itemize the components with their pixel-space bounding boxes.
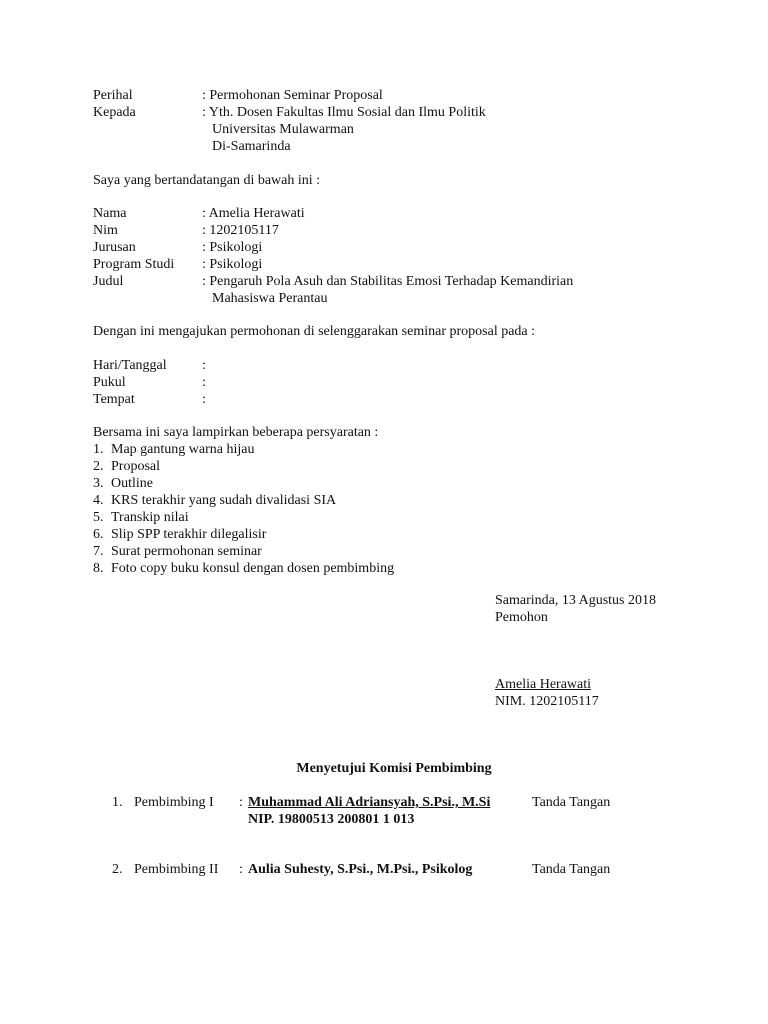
signature-nim: NIM. 1202105117	[495, 694, 599, 709]
signature-name: Amelia Herawati	[495, 677, 592, 692]
pukul-value: :	[202, 375, 206, 390]
hari-tanggal-label: Hari/Tanggal	[93, 358, 167, 373]
hari-tanggal-value: :	[202, 358, 206, 373]
jurusan-label: Jurusan	[93, 240, 136, 255]
nim-label: Nim	[93, 223, 118, 238]
tempat-value: :	[202, 392, 206, 407]
requirement-item: Foto copy buku konsul dengan dosen pembimbing	[111, 561, 395, 576]
requirement-item: Surat permohonan seminar	[111, 544, 262, 559]
approval-title: Menyetujui Komisi Pembimbing	[296, 761, 492, 776]
requirement-number: 1.	[93, 442, 104, 457]
nim-value: : 1202105117	[202, 223, 279, 238]
pembimbing-1-name: Muhammad Ali Adriansyah, S.Psi., M.Si	[248, 795, 491, 810]
nama-label: Nama	[93, 206, 127, 221]
requirement-item: Slip SPP terakhir dilegalisir	[111, 527, 267, 542]
requirement-item: Outline	[111, 476, 153, 491]
intro-text: Saya yang bertandatangan di bawah ini :	[93, 173, 321, 188]
pukul-label: Pukul	[93, 375, 126, 390]
pembimbing-1-nip: NIP. 19800513 200801 1 013	[248, 812, 415, 827]
tempat-label: Tempat	[93, 392, 135, 407]
pembimbing-2-number: 2.	[112, 862, 123, 877]
pembimbing-2-label: Pembimbing II	[134, 862, 219, 877]
kepada-line-1: : Yth. Dosen Fakultas Ilmu Sosial dan Ilmu Politik	[202, 105, 486, 120]
requirement-number: 5.	[93, 510, 104, 525]
pembimbing-1-signature: Tanda Tangan	[532, 795, 611, 810]
requirement-number: 4.	[93, 493, 104, 508]
kepada-line-3: Di-Samarinda	[212, 139, 291, 154]
requirement-number: 8.	[93, 561, 104, 576]
requirement-item: Transkip nilai	[111, 510, 189, 525]
request-text: Dengan ini mengajukan permohonan di selenggarakan seminar proposal pada :	[93, 324, 536, 339]
perihal-label: Perihal	[93, 88, 133, 103]
signature-place-date: Samarinda, 13 Agustus 2018	[495, 593, 656, 608]
jurusan-value: : Psikologi	[202, 240, 263, 255]
kepada-label: Kepada	[93, 105, 136, 120]
program-studi-label: Program Studi	[93, 257, 175, 272]
pembimbing-2-signature: Tanda Tangan	[532, 862, 611, 877]
judul-line-1: : Pengaruh Pola Asuh dan Stabilitas Emosi Terhadap Kemandirian	[202, 274, 574, 289]
requirement-number: 2.	[93, 459, 104, 474]
kepada-line-2: Universitas Mulawarman	[212, 122, 354, 137]
requirement-item: Proposal	[111, 459, 160, 474]
judul-line-2: Mahasiswa Perantau	[212, 291, 328, 306]
pembimbing-2-colon: :	[239, 862, 243, 877]
pembimbing-1-number: 1.	[112, 795, 123, 810]
judul-label: Judul	[93, 274, 124, 289]
requirement-number: 7.	[93, 544, 104, 559]
signature-role: Pemohon	[495, 610, 548, 625]
pembimbing-2-name: Aulia Suhesty, S.Psi., M.Psi., Psikolog	[248, 862, 473, 877]
requirement-number: 3.	[93, 476, 104, 491]
perihal-value: : Permohonan Seminar Proposal	[202, 88, 383, 103]
requirement-item: KRS terakhir yang sudah divalidasi SIA	[111, 493, 337, 508]
requirement-item: Map gantung warna hijau	[111, 442, 255, 457]
requirement-number: 6.	[93, 527, 104, 542]
program-studi-value: : Psikologi	[202, 257, 263, 272]
pembimbing-1-colon: :	[239, 795, 243, 810]
pembimbing-1-label: Pembimbing I	[134, 795, 214, 810]
nama-value: : Amelia Herawati	[202, 206, 305, 221]
requirements-intro: Bersama ini saya lampirkan beberapa persyaratan :	[93, 425, 379, 440]
